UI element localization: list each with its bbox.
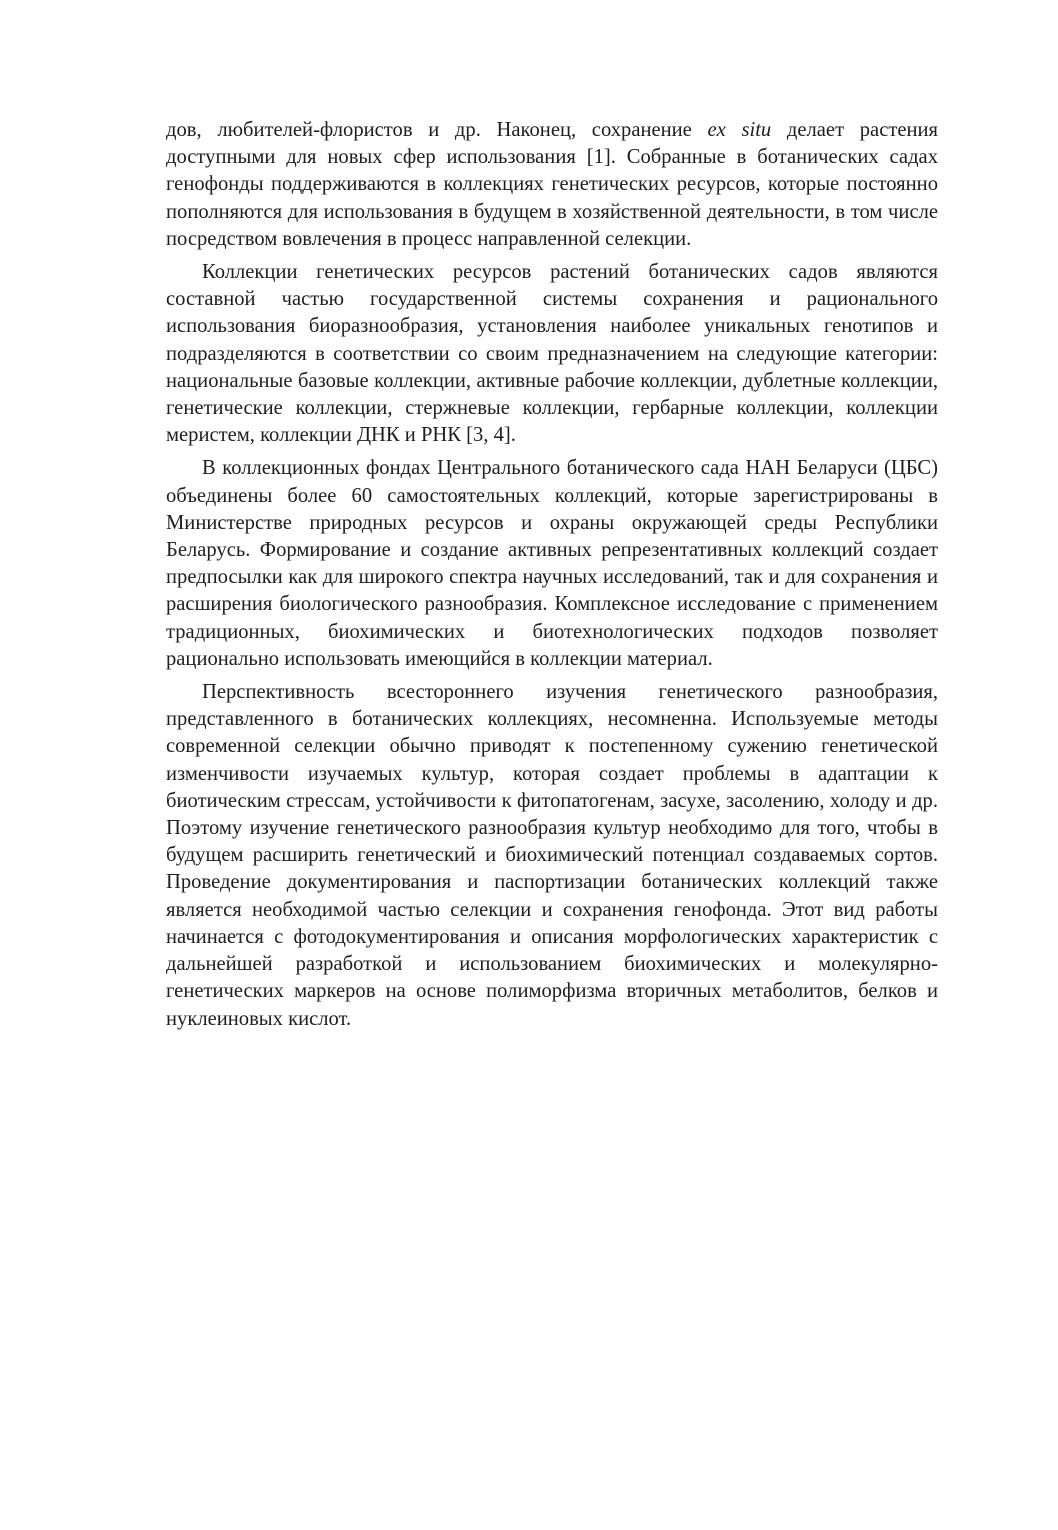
paragraph-4: Перспективность всестороннего изучения генетического разнообразия, представленного в ботанических коллекциях, несомненна. Используемые методы современной селекции обычно приводят к постепенному сужению генетической изменчивости изучаемых культур, которая создает проблемы в адаптации к биотическим стрессам, устойчивости к фитопатогенам, засухе, засолению, холоду и др. Поэтому изучение генетического разнообразия культур необходимо для того, чтобы в будущем расширить генетический и биохимический потенциал создаваемых сортов. Проведение документирования и паспортизации ботанических коллекций также является необходимой частью селекции и сохранения генофонда. Этот вид работы начинается с фотодокументирования и описания морфологических характеристик с дальнейшей разработкой и использованием биохимических и молекулярно-генетических маркеров на основе полиморфизма вторичных метаболитов, белков и нуклеиновых кислот.: [166, 681, 938, 1030]
paragraph-1-start: дов, любителей-флористов и др. Наконец, сохранение: [166, 119, 708, 141]
paragraph-3: В коллекционных фондах Центрального ботанического сада НАН Беларуси (ЦБС) объединены более 60 самостоятельных коллекций, которые зарегистрированы в Министерстве природных ресурсов и охраны окружающей среды Республики Беларусь. Формирование и создание активных репрезентативных коллекций создает предпосылки как для широкого спектра научных исследований, так и для сохранения и расширения биологического разнообразия. Комплексное исследование с применением традиционных, биохимических и биотехнологических подходов позволяет рационально использовать имеющийся в коллекции материал.: [166, 457, 938, 670]
body-text: [166, 117, 938, 1039]
paragraph-2: Коллекции генетических ресурсов растений ботанических садов являются составной частью государственной системы сохранения и рационального использования биоразнообразия, установления наиболее уникальных генотипов и подразделяются в соответствии со своим предназначением на следующие категории: национальные базовые коллекции, активные рабочие коллекции, дублетные коллекции, генетические коллекции, стержневые коллекции, гербарные коллекции, коллекции меристем, коллекции ДНК и РНК [3, 4].: [166, 261, 938, 447]
paragraph-1: [166, 117, 938, 253]
paragraph-1-end: делает растения доступными для новых сфер использования [1]. Собранные в ботанических садах генофонды поддерживаются в коллекциях генетических ресурсов, которые постоянно пополняются для использования в будущем в хозяйственной деятельности, в том числе посредством вовлечения в процесс направленной селекции.: [166, 119, 938, 250]
italic-term-ex-situ: ex situ: [707, 119, 772, 141]
